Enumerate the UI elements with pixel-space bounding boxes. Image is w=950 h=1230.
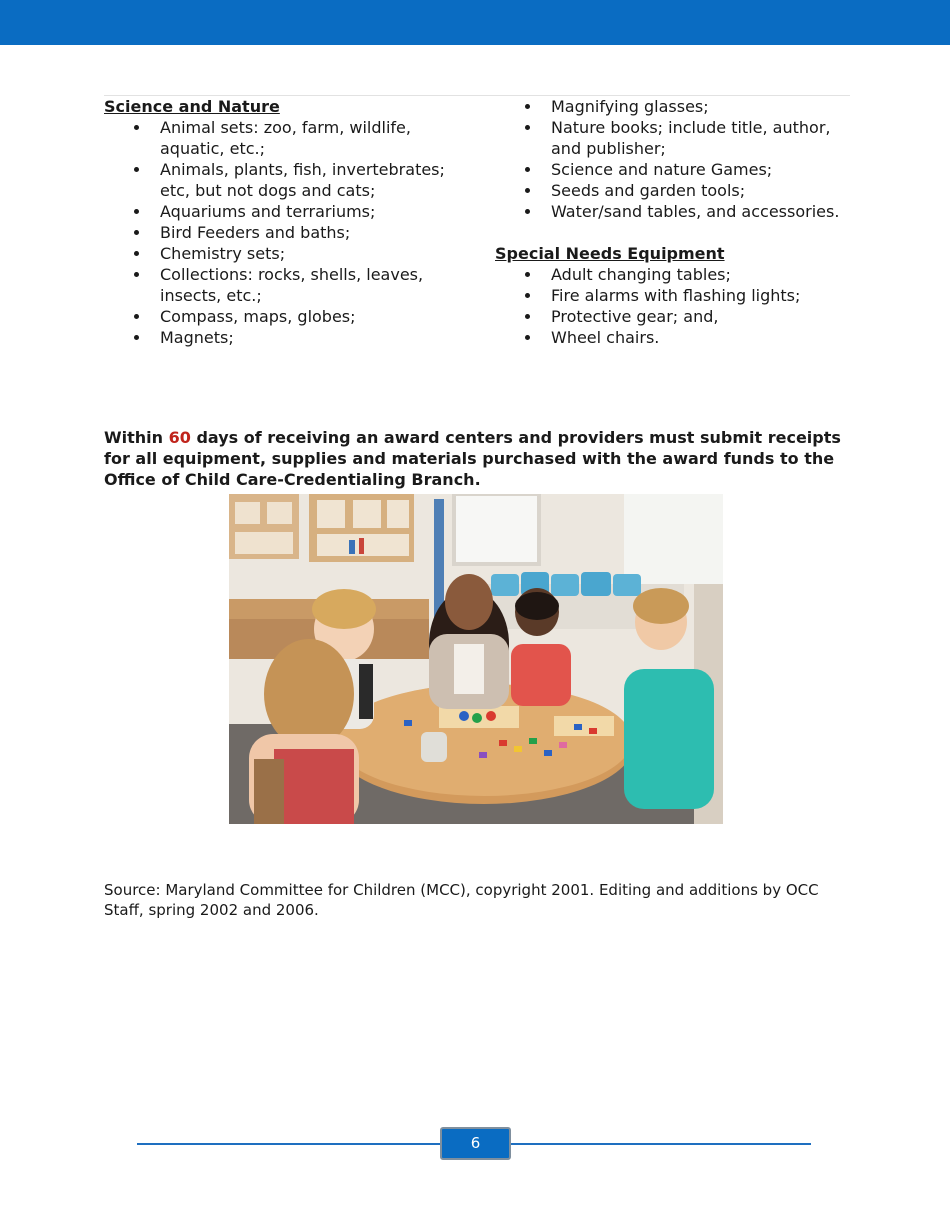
list-item: Magnets; — [104, 327, 464, 348]
list-item: Nature books; include title, author, and publisher; — [495, 117, 855, 159]
classroom-photo — [229, 494, 723, 824]
list-item: Protective gear; and, — [495, 306, 855, 327]
receipt-notice — [104, 427, 849, 490]
list-item: Magnifying glasses; — [495, 96, 855, 117]
list-item: Adult changing tables; — [495, 264, 855, 285]
notice-days: 60 — [168, 428, 191, 447]
notice-prefix: Within — [104, 428, 169, 447]
list-item: Water/sand tables, and accessories. — [495, 201, 855, 222]
list-item: Wheel chairs. — [495, 327, 855, 348]
list-item: Science and nature Games; — [495, 159, 855, 180]
list-item: Animals, plants, fish, invertebrates; etc, but not dogs and cats; — [104, 159, 464, 201]
notice-suffix: days of receiving an award centers and providers must submit receipts for all equipment, supplies and materials purchased with the award funds to the Office of Child Care-Credentialing Branch. — [104, 428, 841, 489]
source-citation: Source: Maryland Committee for Children (MCC), copyright 2001. Editing and additions by OCC Staff, spring 2002 and 2006. — [104, 881, 819, 919]
special-needs-list — [495, 264, 855, 348]
spacer — [495, 222, 855, 243]
classroom-illustration — [229, 494, 723, 824]
list-item: Aquariums and terrariums; — [104, 201, 464, 222]
list-item: Chemistry sets; — [104, 243, 464, 264]
page-number: 6 — [440, 1127, 511, 1160]
header-bar — [0, 0, 950, 45]
left-column — [104, 96, 464, 348]
special-needs-heading: Special Needs Equipment — [495, 244, 725, 263]
list-item: Fire alarms with flashing lights; — [495, 285, 855, 306]
list-item: Animal sets: zoo, farm, wildlife, aquatic, etc.; — [104, 117, 464, 159]
science-nature-list-continued — [495, 96, 855, 222]
list-item: Compass, maps, globes; — [104, 306, 464, 327]
right-column — [495, 96, 855, 348]
science-nature-heading: Science and Nature — [104, 97, 280, 116]
list-item: Seeds and garden tools; — [495, 180, 855, 201]
list-item: Bird Feeders and baths; — [104, 222, 464, 243]
science-nature-list — [104, 117, 464, 348]
list-item: Collections: rocks, shells, leaves, insects, etc.; — [104, 264, 464, 306]
